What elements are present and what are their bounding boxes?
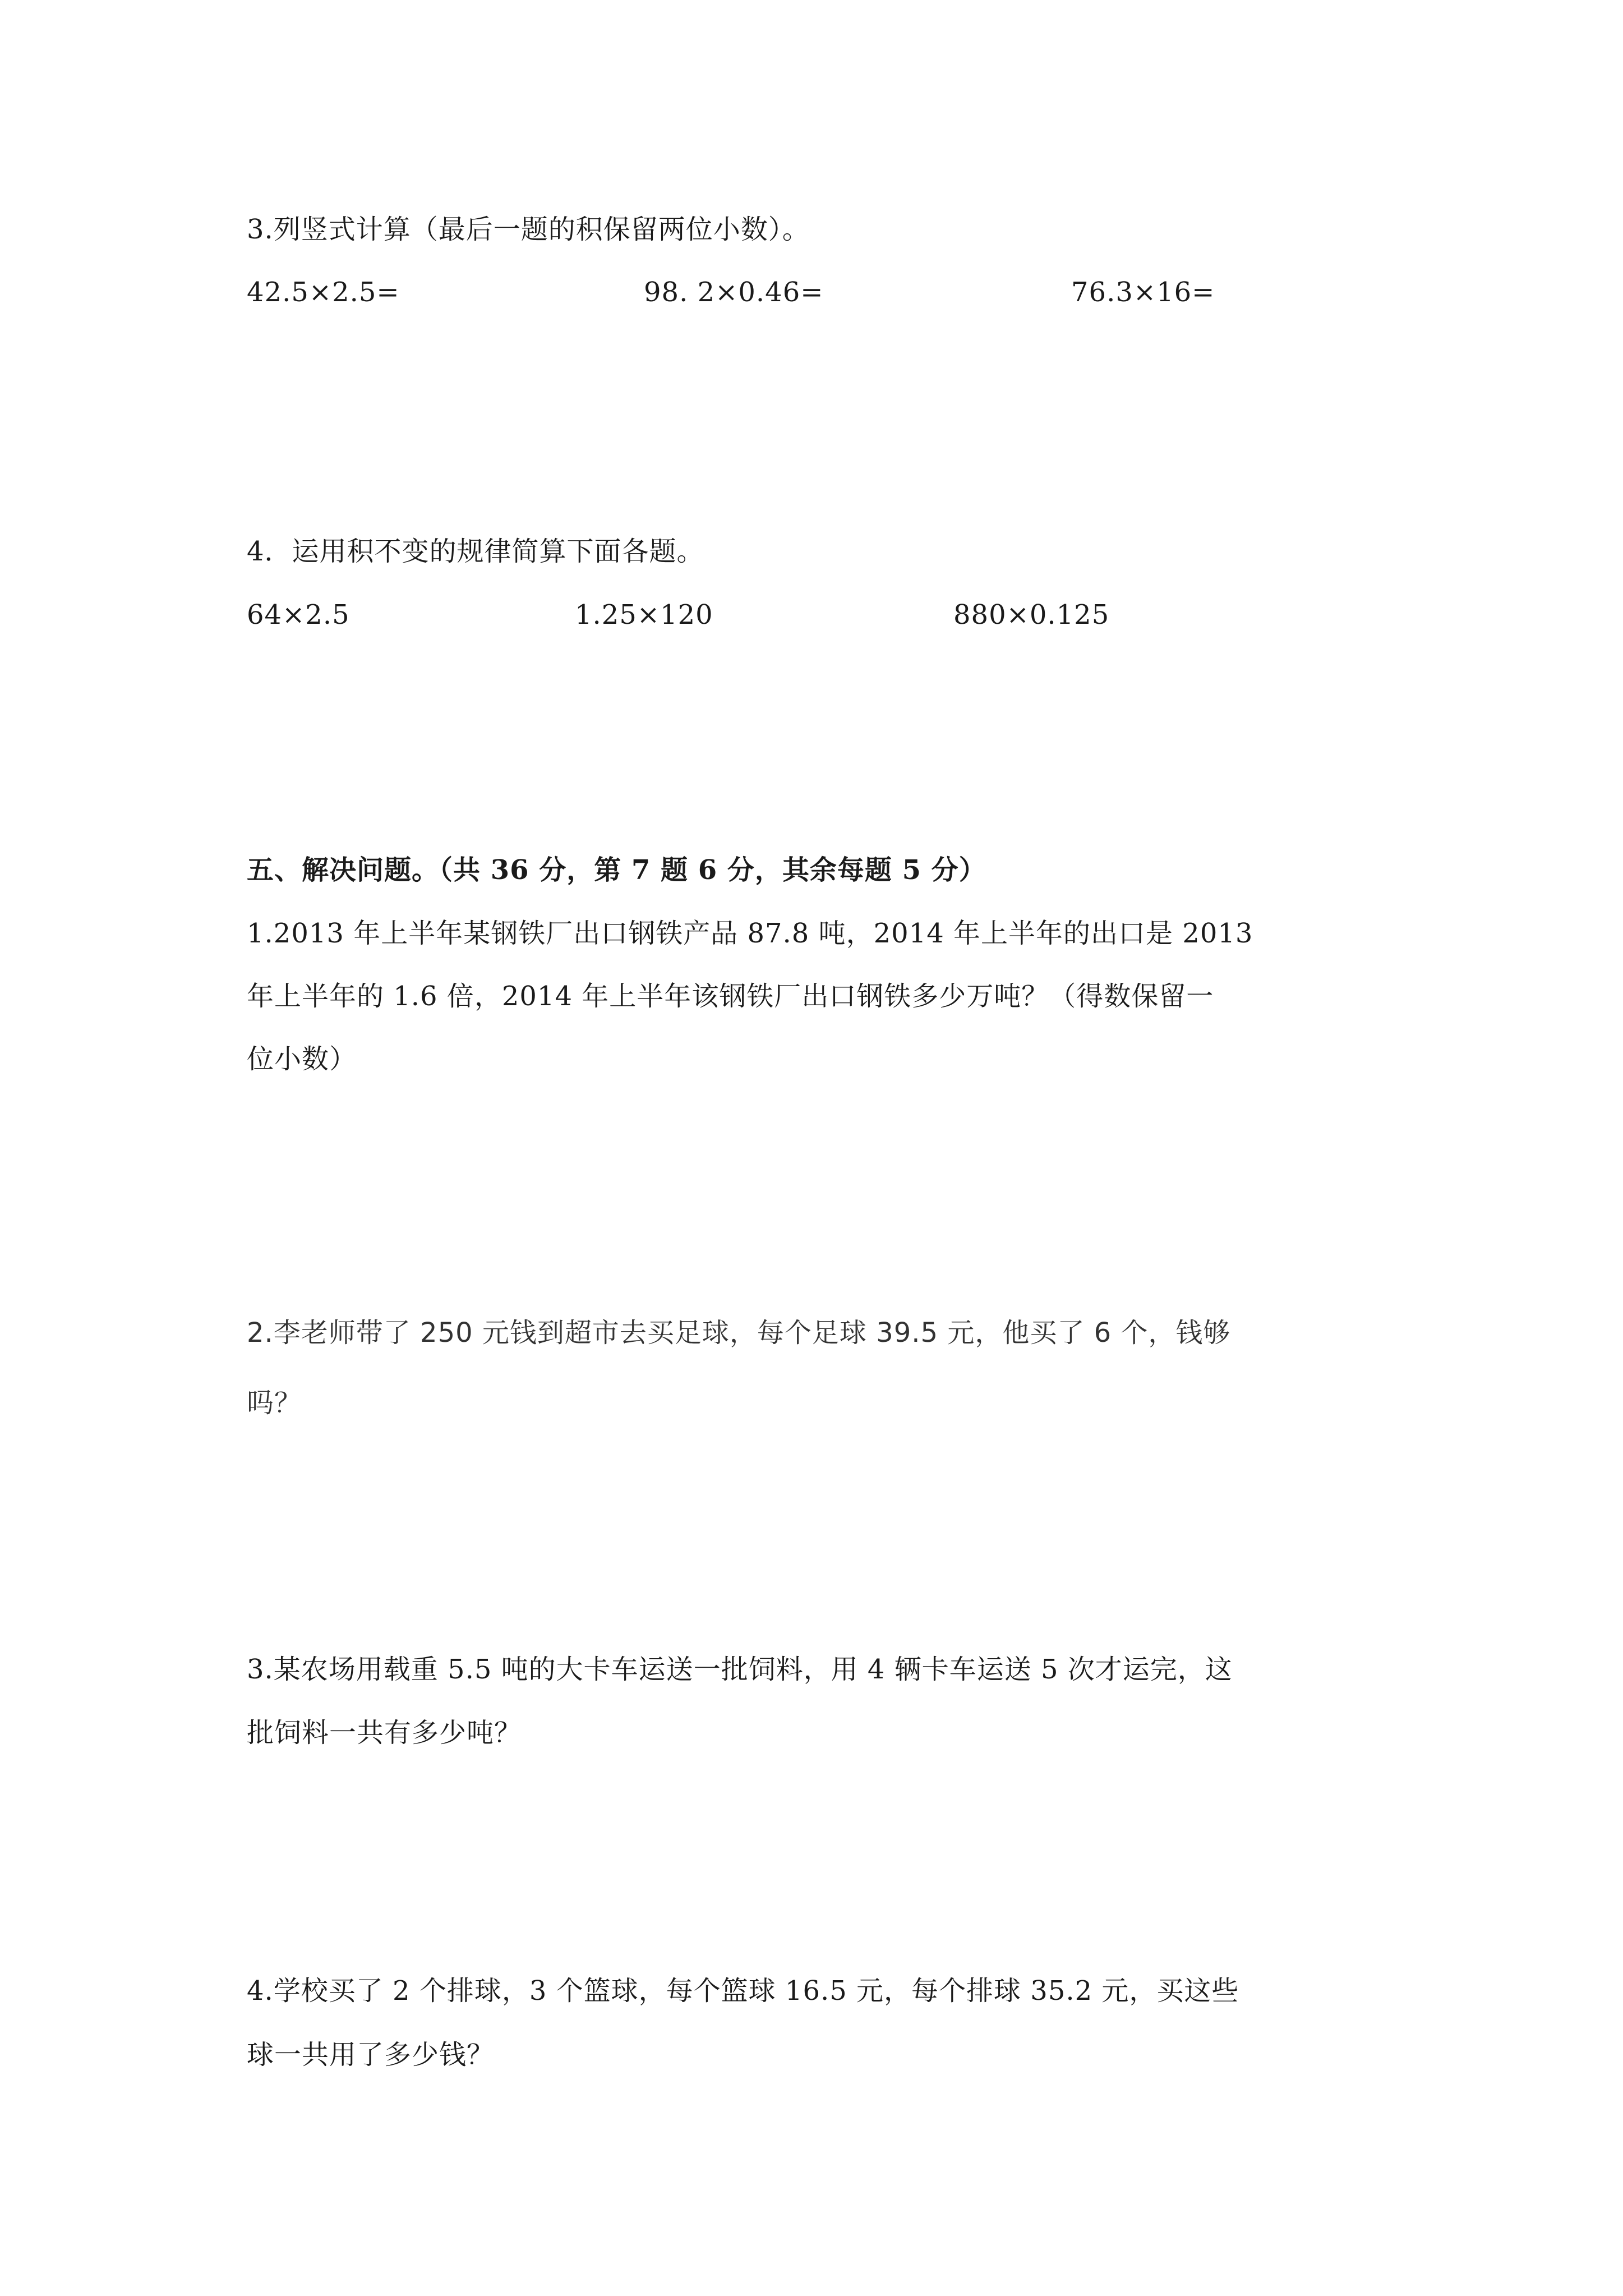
q4-expr-1: 64×2.5: [247, 599, 350, 631]
problem2-line1: 2.李老师带了 250 元钱到超市去买足球，每个足球 39.5 元，他买了 6 个，钱够: [247, 1317, 1231, 1349]
problem4-line2: 球一共用了多少钱？: [247, 2039, 495, 2070]
problem3-line2: 批饲料一共有多少吨？: [247, 1717, 522, 1749]
problem3-line1: 3.某农场用载重 5.5 吨的大卡车运送一批饲料，用 4 辆卡车运送 5 次才运完，这: [247, 1654, 1233, 1685]
problem1-line3: 位小数）: [247, 1043, 357, 1075]
q3-expr-1: 42.5×2.5=: [247, 277, 400, 308]
problem1-line1: 1.2013 年上半年某钢铁厂出口钢铁产品 87.8 吨，2014 年上半年的出口是 2013: [247, 918, 1253, 949]
q3-expr-3: 76.3×16=: [1071, 277, 1215, 308]
q4-title: 4．运用积不变的规律简算下面各题。: [247, 536, 704, 567]
problem1-line2: 年上半年的 1.6 倍，2014 年上半年该钢铁厂出口钢铁多少万吨？（得数保留一: [247, 981, 1214, 1012]
q3-title: 3.列竖式计算（最后一题的积保留两位小数）。: [247, 214, 810, 245]
q4-expr-2: 1.25×120: [575, 599, 713, 631]
section5-heading: 五、解决问题。（共 36 分，第 7 题 6 分，其余每题 5 分）: [247, 854, 986, 886]
problem2-line2: 吗？: [247, 1387, 302, 1419]
q4-expr-3: 880×0.125: [953, 599, 1110, 631]
problem4-line1: 4.学校买了 2 个排球，3 个篮球，每个篮球 16.5 元，每个排球 35.2 元，买这些: [247, 1975, 1239, 2007]
q3-expr-2: 98. 2×0.46=: [644, 277, 824, 308]
